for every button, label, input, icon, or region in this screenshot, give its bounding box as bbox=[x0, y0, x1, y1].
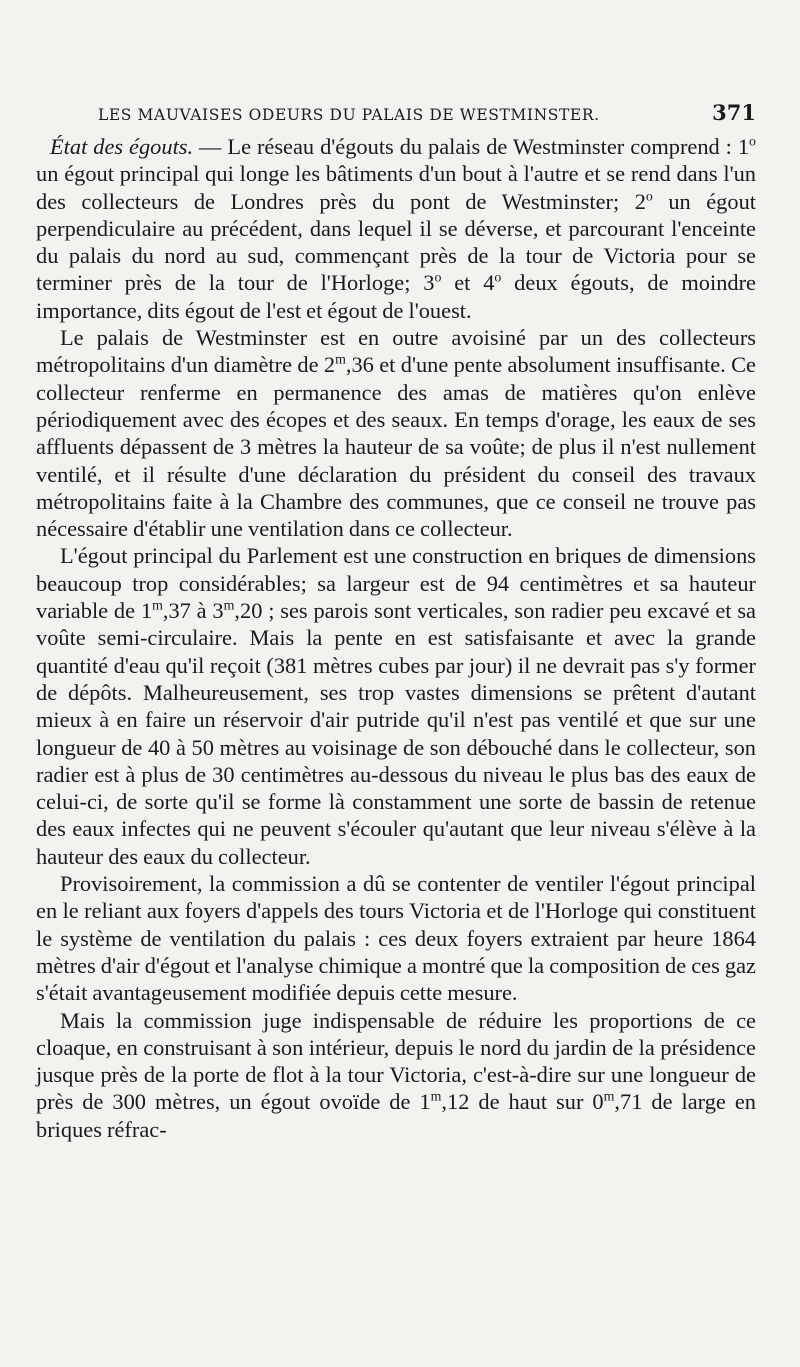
superscript: o bbox=[645, 189, 653, 205]
superscript: o bbox=[494, 271, 502, 287]
superscript: m bbox=[603, 1090, 615, 1106]
superscript: m bbox=[152, 598, 163, 614]
paragraph-lead: État des égouts. bbox=[50, 134, 194, 159]
paragraph-provisoirement bbox=[36, 870, 756, 1006]
superscript: o bbox=[749, 134, 756, 150]
text-run: Mais la commission juge indispensable de réduire les proportions de ce cloaque, en construisant à son intérieur, depuis le nord du jardin de la présidence jusque près de la porte de flot à la tour Victoria, c'est-à-dire sur une longueur de près de 300 mètres, un égout ovoïde de 1 bbox=[36, 1007, 756, 1115]
body-text bbox=[36, 133, 756, 1143]
text-run: un égout perpendiculaire au précédent, dans lequel il se déverse, et parcourant l'enceinte du palais du nord au sud, commençant près de la tour de Victoria pour se terminer près de la tour de l'Horloge; 3 bbox=[36, 188, 756, 296]
superscript: o bbox=[434, 271, 442, 287]
text-run: un égout principal qui longe les bâtiments d'un bout à l'autre et se rend dans l'un des collecteurs de Londres près du pont de Westminster; 2 bbox=[36, 161, 756, 214]
text-run: — Le réseau d'égouts du palais de Westminster comprend : 1 bbox=[193, 134, 750, 159]
running-header bbox=[36, 100, 756, 125]
superscript: m bbox=[430, 1090, 442, 1106]
text-run: et 4 bbox=[441, 270, 495, 296]
text-run: L'égout principal du Parlement est une construction en briques de dimensions beaucoup trop considérables; sa largeur est de 94 centimètres et sa hauteur variable de 1 bbox=[36, 543, 756, 624]
text-run: Provisoirement, la commission a dû se contenter de ventiler l'égout principal en le reliant aux foyers d'appels des tours Victoria et de l'Horloge qui constituent le système de ventilation du palais : ces deux foyers extraient par heure 1864 mètres d'air d'égout et l'analyse chimique a montré que la composition de ces gaz s'était avantageusement modifiée depuis cette mesure. bbox=[36, 871, 756, 1006]
text-run: ,37 à 3 bbox=[162, 598, 224, 624]
text-run: deux égouts, de moindre importance, dits égout de l'est et égout de l'ouest. bbox=[36, 270, 756, 323]
paragraph-commission bbox=[36, 1007, 756, 1143]
page-number: 371 bbox=[712, 100, 756, 125]
text-run: ,12 de haut sur 0 bbox=[441, 1089, 604, 1115]
text-run: ,71 de large en briques réfrac- bbox=[36, 1089, 756, 1142]
superscript: m bbox=[335, 353, 346, 369]
text-run: ,20 ; ses parois sont verticales, son radier peu excavé et sa voûte semi-circulaire. Mais la pente en est satisfaisante et avec la grande quantité d'eau qu'il reçoit (381 mètres cubes par jour) il ne devrait pas s'y former de dépôts. Malheureusement, ses trop vastes dimensions se prêtent d'autant mieux à en faire un réservoir d'air putride qu'il n'est pas ventilé et que sur une longueur de 40 à 50 mètres au voisinage de son débouché dans le collecteur, son radier est à plus de 30 centimètres au-dessous du niveau le plus bas des eaux de celui-ci, de sorte qu'il se forme là constamment une sorte de bassin de retenue des eaux infectes qui ne peuvent s'écouler qu'autant que leur niveau s'élève à la hauteur des eaux du collecteur. bbox=[36, 598, 756, 869]
running-title: LES MAUVAISES ODEURS DU PALAIS DE WESTMINSTER. bbox=[98, 106, 600, 124]
text-run: Le palais de Westminster est en outre avoisiné par un des collecteurs métropolitains d'un diamètre de 2 bbox=[36, 325, 756, 378]
paragraph-collecteur bbox=[36, 324, 756, 542]
paragraph-etat-des-egouts bbox=[36, 133, 756, 324]
superscript: m bbox=[223, 598, 235, 614]
paragraph-egout-principal bbox=[36, 542, 756, 870]
text-run: ,36 et d'une pente absolument insuffisante. Ce collecteur renferme en permanence des amas de matières qu'on enlève périodiquement avec des écopes et des seaux. En temps d'orage, les eaux de ses affluents dépassent de 3 mètres la hauteur de sa voûte; de plus il n'est nullement ventilé, et il résulte d'une déclaration du président du conseil des travaux métropolitains faite à la Chambre des communes, que ce conseil ne trouve pas nécessaire d'établir une ventilation dans ce collecteur. bbox=[36, 352, 756, 542]
